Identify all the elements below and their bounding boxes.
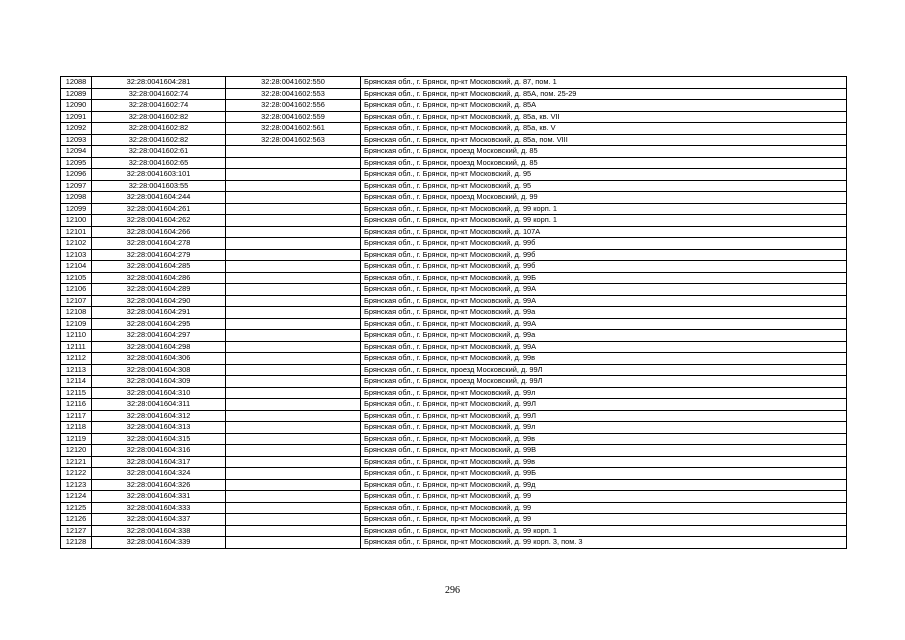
address-cell: Брянская обл., г. Брянск, проезд Московский, д. 85 — [361, 146, 847, 158]
table-row — [61, 330, 847, 342]
table-row — [61, 364, 847, 376]
row-number-cell: 12098 — [61, 192, 92, 204]
table-row — [61, 410, 847, 422]
table-row — [61, 134, 847, 146]
address-cell: Брянская обл., г. Брянск, пр-кт Московский, д. 87, пом. 1 — [361, 77, 847, 89]
address-cell: Брянская обл., г. Брянск, пр-кт Московский, д. 99б — [361, 261, 847, 273]
address-cell: Брянская обл., г. Брянск, пр-кт Московский, д. 107А — [361, 226, 847, 238]
table-row — [61, 249, 847, 261]
address-cell: Брянская обл., г. Брянск, проезд Московский, д. 99Л — [361, 376, 847, 388]
address-cell: Брянская обл., г. Брянск, пр-кт Московский, д. 85А — [361, 100, 847, 112]
cadastral-number-cell: 32:28:0041602:61 — [92, 146, 226, 158]
parent-cadastral-cell — [226, 192, 361, 204]
address-cell: Брянская обл., г. Брянск, пр-кт Московский, д. 99Л — [361, 399, 847, 411]
address-cell: Брянская обл., г. Брянск, пр-кт Московский, д. 99А — [361, 318, 847, 330]
parent-cadastral-cell: 32:28:0041602:550 — [226, 77, 361, 89]
table-row — [61, 100, 847, 112]
cadastral-number-cell: 32:28:0041604:295 — [92, 318, 226, 330]
address-cell: Брянская обл., г. Брянск, пр-кт Московский, д. 99 — [361, 491, 847, 503]
row-number-cell: 12088 — [61, 77, 92, 89]
page-number: 296 — [445, 585, 460, 596]
table-row — [61, 215, 847, 227]
parent-cadastral-cell — [226, 146, 361, 158]
row-number-cell: 12127 — [61, 525, 92, 537]
cadastral-number-cell: 32:28:0041604:337 — [92, 514, 226, 526]
table-row — [61, 318, 847, 330]
row-number-cell: 12092 — [61, 123, 92, 135]
parent-cadastral-cell — [226, 215, 361, 227]
cadastral-number-cell: 32:28:0041604:291 — [92, 307, 226, 319]
table-row — [61, 272, 847, 284]
cadastral-number-cell: 32:28:0041604:339 — [92, 537, 226, 549]
parent-cadastral-cell — [226, 491, 361, 503]
parent-cadastral-cell — [226, 525, 361, 537]
table-row — [61, 387, 847, 399]
parent-cadastral-cell — [226, 169, 361, 181]
table-row — [61, 261, 847, 273]
address-cell: Брянская обл., г. Брянск, пр-кт Московский, д. 99л — [361, 422, 847, 434]
parent-cadastral-cell — [226, 330, 361, 342]
table-row — [61, 514, 847, 526]
row-number-cell: 12111 — [61, 341, 92, 353]
cadastral-number-cell: 32:28:0041604:261 — [92, 203, 226, 215]
parent-cadastral-cell: 32:28:0041602:561 — [226, 123, 361, 135]
address-cell: Брянская обл., г. Брянск, пр-кт Московский, д. 95 — [361, 169, 847, 181]
parent-cadastral-cell — [226, 180, 361, 192]
row-number-cell: 12107 — [61, 295, 92, 307]
table-row — [61, 180, 847, 192]
cadastral-number-cell: 32:28:0041604:309 — [92, 376, 226, 388]
cadastral-number-cell: 32:28:0041604:313 — [92, 422, 226, 434]
table-row — [61, 502, 847, 514]
parent-cadastral-cell: 32:28:0041602:556 — [226, 100, 361, 112]
row-number-cell: 12106 — [61, 284, 92, 296]
parent-cadastral-cell — [226, 295, 361, 307]
row-number-cell: 12126 — [61, 514, 92, 526]
row-number-cell: 12090 — [61, 100, 92, 112]
address-cell: Брянская обл., г. Брянск, проезд Московский, д. 85 — [361, 157, 847, 169]
table-row — [61, 307, 847, 319]
cadastral-number-cell: 32:28:0041602:65 — [92, 157, 226, 169]
cadastral-number-cell: 32:28:0041604:290 — [92, 295, 226, 307]
table-row — [61, 169, 847, 181]
cadastral-number-cell: 32:28:0041604:316 — [92, 445, 226, 457]
parent-cadastral-cell: 32:28:0041602:563 — [226, 134, 361, 146]
row-number-cell: 12096 — [61, 169, 92, 181]
row-number-cell: 12121 — [61, 456, 92, 468]
parent-cadastral-cell — [226, 353, 361, 365]
parent-cadastral-cell — [226, 387, 361, 399]
cadastral-number-cell: 32:28:0041602:74 — [92, 100, 226, 112]
cadastral-number-cell: 32:28:0041603:55 — [92, 180, 226, 192]
table-row — [61, 353, 847, 365]
row-number-cell: 12115 — [61, 387, 92, 399]
cadastral-number-cell: 32:28:0041604:289 — [92, 284, 226, 296]
row-number-cell: 12100 — [61, 215, 92, 227]
row-number-cell: 12113 — [61, 364, 92, 376]
cadastral-number-cell: 32:28:0041604:279 — [92, 249, 226, 261]
cadastral-number-cell: 32:28:0041604:281 — [92, 77, 226, 89]
cadastral-number-cell: 32:28:0041604:310 — [92, 387, 226, 399]
cadastral-number-cell: 32:28:0041604:266 — [92, 226, 226, 238]
address-cell: Брянская обл., г. Брянск, пр-кт Московский, д. 99а — [361, 330, 847, 342]
address-cell: Брянская обл., г. Брянск, пр-кт Московский, д. 99 — [361, 502, 847, 514]
cadastral-number-cell: 32:28:0041604:298 — [92, 341, 226, 353]
cadastral-number-cell: 32:28:0041604:317 — [92, 456, 226, 468]
address-cell: Брянская обл., г. Брянск, пр-кт Московский, д. 99б — [361, 249, 847, 261]
address-cell: Брянская обл., г. Брянск, пр-кт Московский, д. 85А, пом. 25-29 — [361, 88, 847, 100]
row-number-cell: 12119 — [61, 433, 92, 445]
address-cell: Брянская обл., г. Брянск, пр-кт Московский, д. 99А — [361, 295, 847, 307]
row-number-cell: 12093 — [61, 134, 92, 146]
cadastral-number-cell: 32:28:0041604:306 — [92, 353, 226, 365]
address-cell: Брянская обл., г. Брянск, пр-кт Московский, д. 99б — [361, 238, 847, 250]
table-row — [61, 238, 847, 250]
address-cell: Брянская обл., г. Брянск, пр-кт Московский, д. 99в — [361, 353, 847, 365]
parent-cadastral-cell — [226, 272, 361, 284]
cadastral-number-cell: 32:28:0041604:244 — [92, 192, 226, 204]
address-cell: Брянская обл., г. Брянск, пр-кт Московский, д. 99В — [361, 445, 847, 457]
table-row — [61, 111, 847, 123]
address-cell: Брянская обл., г. Брянск, проезд Московский, д. 99 — [361, 192, 847, 204]
cadastral-number-cell: 32:28:0041602:82 — [92, 123, 226, 135]
address-cell: Брянская обл., г. Брянск, пр-кт Московский, д. 85а, кв. V — [361, 123, 847, 135]
parent-cadastral-cell: 32:28:0041602:559 — [226, 111, 361, 123]
address-cell: Брянская обл., г. Брянск, пр-кт Московский, д. 99 — [361, 514, 847, 526]
row-number-cell: 12094 — [61, 146, 92, 158]
address-cell: Брянская обл., г. Брянск, пр-кт Московский, д. 99 корп. 1 — [361, 203, 847, 215]
parent-cadastral-cell — [226, 468, 361, 480]
table-row — [61, 525, 847, 537]
cadastral-number-cell: 32:28:0041602:74 — [92, 88, 226, 100]
cadastral-number-cell: 32:28:0041604:338 — [92, 525, 226, 537]
row-number-cell: 12104 — [61, 261, 92, 273]
address-cell: Брянская обл., г. Брянск, пр-кт Московский, д. 99д — [361, 479, 847, 491]
row-number-cell: 12091 — [61, 111, 92, 123]
table-row — [61, 341, 847, 353]
cadastral-number-cell: 32:28:0041604:315 — [92, 433, 226, 445]
row-number-cell: 12117 — [61, 410, 92, 422]
table-row — [61, 468, 847, 480]
row-number-cell: 12110 — [61, 330, 92, 342]
cadastral-number-cell: 32:28:0041604:324 — [92, 468, 226, 480]
row-number-cell: 12089 — [61, 88, 92, 100]
row-number-cell: 12124 — [61, 491, 92, 503]
table-row — [61, 537, 847, 549]
table-row — [61, 479, 847, 491]
row-number-cell: 12103 — [61, 249, 92, 261]
parent-cadastral-cell — [226, 307, 361, 319]
row-number-cell: 12122 — [61, 468, 92, 480]
address-cell: Брянская обл., г. Брянск, пр-кт Московский, д. 99А — [361, 341, 847, 353]
cadastral-number-cell: 32:28:0041604:308 — [92, 364, 226, 376]
cadastral-number-cell: 32:28:0041604:311 — [92, 399, 226, 411]
parent-cadastral-cell — [226, 422, 361, 434]
row-number-cell: 12120 — [61, 445, 92, 457]
table-row — [61, 77, 847, 89]
address-cell: Брянская обл., г. Брянск, пр-кт Московский, д. 99Б — [361, 272, 847, 284]
address-cell: Брянская обл., г. Брянск, проезд Московский, д. 99Л — [361, 364, 847, 376]
parent-cadastral-cell — [226, 364, 361, 376]
cadastral-number-cell: 32:28:0041604:285 — [92, 261, 226, 273]
address-cell: Брянская обл., г. Брянск, пр-кт Московский, д. 99 корп. 1 — [361, 525, 847, 537]
table-row — [61, 284, 847, 296]
table-row — [61, 226, 847, 238]
parent-cadastral-cell — [226, 261, 361, 273]
table-row — [61, 399, 847, 411]
row-number-cell: 12123 — [61, 479, 92, 491]
row-number-cell: 12108 — [61, 307, 92, 319]
cadastral-number-cell: 32:28:0041604:333 — [92, 502, 226, 514]
address-cell: Брянская обл., г. Брянск, пр-кт Московский, д. 99Б — [361, 468, 847, 480]
row-number-cell: 12114 — [61, 376, 92, 388]
address-cell: Брянская обл., г. Брянск, пр-кт Московский, д. 85а, кв. VII — [361, 111, 847, 123]
address-cell: Брянская обл., г. Брянск, пр-кт Московский, д. 95 — [361, 180, 847, 192]
address-cell: Брянская обл., г. Брянск, пр-кт Московский, д. 99А — [361, 284, 847, 296]
parent-cadastral-cell — [226, 502, 361, 514]
parent-cadastral-cell — [226, 341, 361, 353]
row-number-cell: 12105 — [61, 272, 92, 284]
row-number-cell: 12128 — [61, 537, 92, 549]
registry-table — [60, 76, 847, 549]
parent-cadastral-cell — [226, 318, 361, 330]
parent-cadastral-cell — [226, 238, 361, 250]
parent-cadastral-cell — [226, 433, 361, 445]
cadastral-number-cell: 32:28:0041604:286 — [92, 272, 226, 284]
address-cell: Брянская обл., г. Брянск, пр-кт Московский, д. 99Л — [361, 410, 847, 422]
row-number-cell: 12097 — [61, 180, 92, 192]
address-cell: Брянская обл., г. Брянск, пр-кт Московский, д. 99в — [361, 433, 847, 445]
cadastral-number-cell: 32:28:0041604:312 — [92, 410, 226, 422]
row-number-cell: 12101 — [61, 226, 92, 238]
cadastral-number-cell: 32:28:0041602:82 — [92, 111, 226, 123]
parent-cadastral-cell: 32:28:0041602:553 — [226, 88, 361, 100]
row-number-cell: 12102 — [61, 238, 92, 250]
parent-cadastral-cell — [226, 376, 361, 388]
parent-cadastral-cell — [226, 410, 361, 422]
parent-cadastral-cell — [226, 226, 361, 238]
parent-cadastral-cell — [226, 456, 361, 468]
parent-cadastral-cell — [226, 203, 361, 215]
address-cell: Брянская обл., г. Брянск, пр-кт Московский, д. 99 корп. 3, пом. 3 — [361, 537, 847, 549]
row-number-cell: 12099 — [61, 203, 92, 215]
table-row — [61, 203, 847, 215]
cadastral-number-cell: 32:28:0041604:262 — [92, 215, 226, 227]
row-number-cell: 12116 — [61, 399, 92, 411]
table-row — [61, 146, 847, 158]
table-row — [61, 433, 847, 445]
parent-cadastral-cell — [226, 157, 361, 169]
row-number-cell: 12109 — [61, 318, 92, 330]
table-row — [61, 491, 847, 503]
parent-cadastral-cell — [226, 284, 361, 296]
table-row — [61, 376, 847, 388]
table-row — [61, 123, 847, 135]
cadastral-number-cell: 32:28:0041604:297 — [92, 330, 226, 342]
registry-table-body — [61, 77, 847, 549]
parent-cadastral-cell — [226, 445, 361, 457]
address-cell: Брянская обл., г. Брянск, пр-кт Московский, д. 99а — [361, 307, 847, 319]
address-cell: Брянская обл., г. Брянск, пр-кт Московский, д. 99 корп. 1 — [361, 215, 847, 227]
table-row — [61, 445, 847, 457]
table-row — [61, 456, 847, 468]
table-row — [61, 295, 847, 307]
parent-cadastral-cell — [226, 399, 361, 411]
parent-cadastral-cell — [226, 479, 361, 491]
row-number-cell: 12112 — [61, 353, 92, 365]
cadastral-number-cell: 32:28:0041604:278 — [92, 238, 226, 250]
row-number-cell: 12118 — [61, 422, 92, 434]
parent-cadastral-cell — [226, 249, 361, 261]
address-cell: Брянская обл., г. Брянск, пр-кт Московский, д. 99л — [361, 387, 847, 399]
table-row — [61, 422, 847, 434]
table-row — [61, 192, 847, 204]
cadastral-number-cell: 32:28:0041603:101 — [92, 169, 226, 181]
table-row — [61, 88, 847, 100]
table-row — [61, 157, 847, 169]
address-cell: Брянская обл., г. Брянск, пр-кт Московский, д. 85а, пом. VIII — [361, 134, 847, 146]
address-cell: Брянская обл., г. Брянск, пр-кт Московский, д. 99в — [361, 456, 847, 468]
cadastral-number-cell: 32:28:0041602:82 — [92, 134, 226, 146]
row-number-cell: 12095 — [61, 157, 92, 169]
cadastral-number-cell: 32:28:0041604:331 — [92, 491, 226, 503]
row-number-cell: 12125 — [61, 502, 92, 514]
parent-cadastral-cell — [226, 537, 361, 549]
parent-cadastral-cell — [226, 514, 361, 526]
cadastral-number-cell: 32:28:0041604:326 — [92, 479, 226, 491]
